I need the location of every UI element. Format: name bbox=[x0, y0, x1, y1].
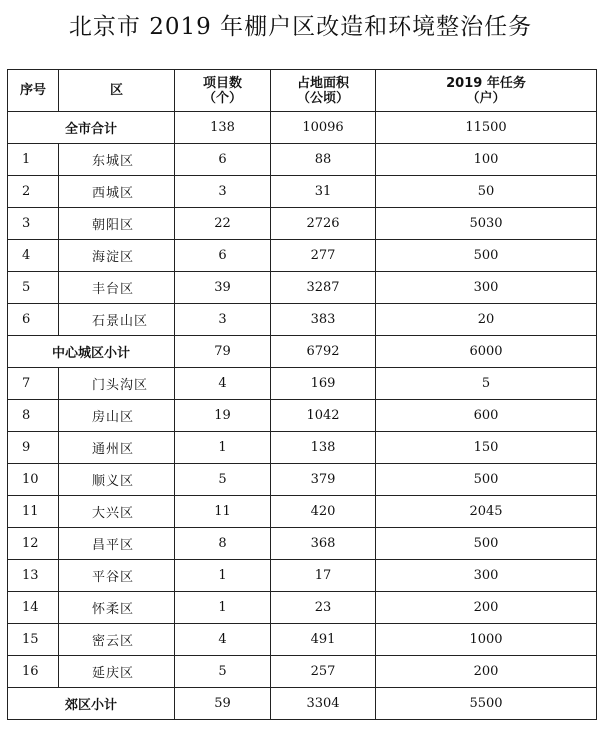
row-projects: 3 bbox=[175, 176, 271, 208]
row-task: 600 bbox=[376, 400, 597, 432]
table-row bbox=[8, 304, 597, 336]
row-district: 密云区 bbox=[59, 624, 175, 656]
row-district: 西城区 bbox=[59, 176, 175, 208]
row-area: 420 bbox=[271, 496, 376, 528]
row-district: 顺义区 bbox=[59, 464, 175, 496]
row-index: 6 bbox=[8, 304, 59, 336]
row-projects: 22 bbox=[175, 208, 271, 240]
page-title: 北京市 2019 年棚户区改造和环境整治任务 bbox=[68, 14, 533, 40]
table-row bbox=[8, 240, 597, 272]
row-index: 8 bbox=[8, 400, 59, 432]
header-projects-unit: （个） bbox=[202, 90, 242, 106]
row-index: 9 bbox=[8, 432, 59, 464]
row-area: 383 bbox=[271, 304, 376, 336]
row-district: 门头沟区 bbox=[59, 368, 175, 400]
row-projects: 1 bbox=[175, 560, 271, 592]
row-task: 100 bbox=[376, 144, 597, 176]
row-task: 2045 bbox=[376, 496, 597, 528]
header-task-unit: （户） bbox=[466, 90, 506, 106]
row-projects: 3 bbox=[175, 304, 271, 336]
table-row bbox=[8, 400, 597, 432]
suburb-subtotal-area: 3304 bbox=[271, 688, 376, 720]
table-row bbox=[8, 560, 597, 592]
suburb-subtotal-label: 郊区小计 bbox=[8, 688, 175, 720]
center-subtotal-row bbox=[8, 336, 597, 368]
row-area: 88 bbox=[271, 144, 376, 176]
total-row bbox=[8, 112, 597, 144]
row-index: 13 bbox=[8, 560, 59, 592]
row-district: 东城区 bbox=[59, 144, 175, 176]
row-projects: 4 bbox=[175, 624, 271, 656]
row-area: 491 bbox=[271, 624, 376, 656]
row-index: 2 bbox=[8, 176, 59, 208]
row-district: 海淀区 bbox=[59, 240, 175, 272]
suburb-subtotal-projects: 59 bbox=[175, 688, 271, 720]
row-district: 朝阳区 bbox=[59, 208, 175, 240]
task-table bbox=[7, 69, 597, 720]
row-district: 怀柔区 bbox=[59, 592, 175, 624]
table-row bbox=[8, 656, 597, 688]
total-projects: 138 bbox=[175, 112, 271, 144]
table-row bbox=[8, 464, 597, 496]
row-area: 169 bbox=[271, 368, 376, 400]
table-row bbox=[8, 432, 597, 464]
row-projects: 6 bbox=[175, 144, 271, 176]
row-task: 1000 bbox=[376, 624, 597, 656]
table-row bbox=[8, 208, 597, 240]
row-projects: 4 bbox=[175, 368, 271, 400]
row-index: 7 bbox=[8, 368, 59, 400]
header-area-label: 占地面积 bbox=[296, 75, 349, 91]
center-subtotal-task: 6000 bbox=[376, 336, 597, 368]
row-index: 3 bbox=[8, 208, 59, 240]
header-projects bbox=[175, 70, 271, 112]
row-task: 300 bbox=[376, 560, 597, 592]
row-index: 4 bbox=[8, 240, 59, 272]
row-task: 300 bbox=[376, 272, 597, 304]
row-index: 16 bbox=[8, 656, 59, 688]
row-district: 丰台区 bbox=[59, 272, 175, 304]
table-row bbox=[8, 592, 597, 624]
table-row bbox=[8, 176, 597, 208]
header-area-unit: （公顷） bbox=[296, 90, 349, 106]
header-district: 区 bbox=[59, 70, 175, 112]
row-projects: 1 bbox=[175, 592, 271, 624]
row-area: 31 bbox=[271, 176, 376, 208]
row-area: 3287 bbox=[271, 272, 376, 304]
row-district: 房山区 bbox=[59, 400, 175, 432]
center-subtotal-label: 中心城区小计 bbox=[8, 336, 175, 368]
row-area: 379 bbox=[271, 464, 376, 496]
row-index: 15 bbox=[8, 624, 59, 656]
row-projects: 5 bbox=[175, 656, 271, 688]
row-task: 500 bbox=[376, 464, 597, 496]
table-row bbox=[8, 528, 597, 560]
row-area: 257 bbox=[271, 656, 376, 688]
row-task: 5030 bbox=[376, 208, 597, 240]
row-district: 延庆区 bbox=[59, 656, 175, 688]
header-index: 序号 bbox=[8, 70, 59, 112]
center-subtotal-projects: 79 bbox=[175, 336, 271, 368]
row-task: 150 bbox=[376, 432, 597, 464]
center-subtotal-area: 6792 bbox=[271, 336, 376, 368]
row-task: 200 bbox=[376, 592, 597, 624]
row-projects: 19 bbox=[175, 400, 271, 432]
table-row bbox=[8, 272, 597, 304]
row-district: 昌平区 bbox=[59, 528, 175, 560]
row-index: 5 bbox=[8, 272, 59, 304]
row-task: 50 bbox=[376, 176, 597, 208]
row-area: 277 bbox=[271, 240, 376, 272]
row-area: 138 bbox=[271, 432, 376, 464]
total-task: 11500 bbox=[376, 112, 597, 144]
header-projects-label: 项目数 bbox=[202, 75, 242, 91]
table-row bbox=[8, 624, 597, 656]
row-area: 1042 bbox=[271, 400, 376, 432]
total-label: 全市合计 bbox=[8, 112, 175, 144]
table-row bbox=[8, 144, 597, 176]
row-task: 500 bbox=[376, 528, 597, 560]
row-task: 200 bbox=[376, 656, 597, 688]
header-row bbox=[8, 70, 597, 112]
table-row bbox=[8, 496, 597, 528]
row-task: 5 bbox=[376, 368, 597, 400]
row-task: 500 bbox=[376, 240, 597, 272]
row-area: 368 bbox=[271, 528, 376, 560]
row-projects: 1 bbox=[175, 432, 271, 464]
suburb-subtotal-task: 5500 bbox=[376, 688, 597, 720]
table-row bbox=[8, 368, 597, 400]
row-district: 平谷区 bbox=[59, 560, 175, 592]
row-area: 2726 bbox=[271, 208, 376, 240]
row-task: 20 bbox=[376, 304, 597, 336]
row-index: 11 bbox=[8, 496, 59, 528]
row-projects: 8 bbox=[175, 528, 271, 560]
row-district: 通州区 bbox=[59, 432, 175, 464]
row-index: 1 bbox=[8, 144, 59, 176]
row-area: 23 bbox=[271, 592, 376, 624]
row-projects: 39 bbox=[175, 272, 271, 304]
row-area: 17 bbox=[271, 560, 376, 592]
row-projects: 11 bbox=[175, 496, 271, 528]
total-area: 10096 bbox=[271, 112, 376, 144]
header-area bbox=[271, 70, 376, 112]
row-projects: 5 bbox=[175, 464, 271, 496]
header-task bbox=[376, 70, 597, 112]
row-district: 石景山区 bbox=[59, 304, 175, 336]
row-district: 大兴区 bbox=[59, 496, 175, 528]
row-index: 12 bbox=[8, 528, 59, 560]
row-index: 14 bbox=[8, 592, 59, 624]
header-task-label: 2019 年任务 bbox=[446, 75, 526, 91]
row-projects: 6 bbox=[175, 240, 271, 272]
row-index: 10 bbox=[8, 464, 59, 496]
suburb-subtotal-row bbox=[8, 688, 597, 720]
